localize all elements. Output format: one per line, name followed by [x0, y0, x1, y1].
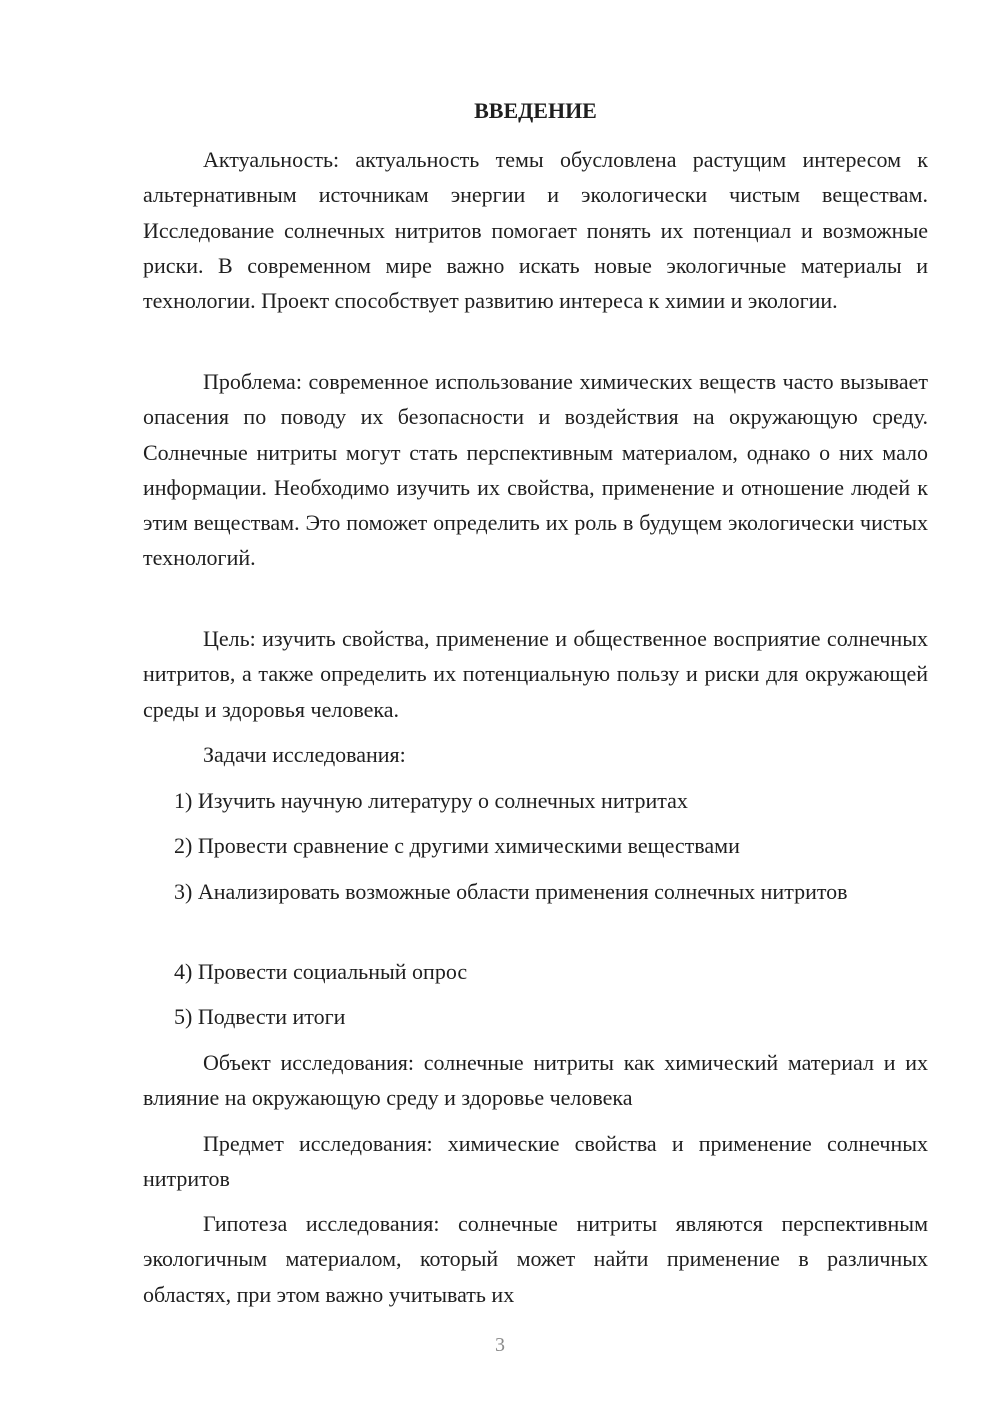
object-paragraph: Объект исследования: солнечные нитриты как химический материал и их влияние на окружающую среду и здоровье человека — [143, 1050, 928, 1111]
tasks-heading: Задачи исследования: — [203, 742, 406, 767]
subject-paragraph: Предмет исследования: химические свойства и применение солнечных нитритов — [143, 1131, 928, 1192]
relevance-paragraph: Актуальность: актуальность темы обусловлена растущим интересом к альтернативным источникам энергии и экологически чистым веществам. Исследование солнечных нитритов помогает понять их потенциал и возможные риски. В современном мире важно искать новые экологичные материалы и технологии. Проект способствует развитию интереса к химии и экологии. — [143, 147, 928, 314]
task-item-5: 5) Подвести итоги — [174, 1004, 346, 1029]
task-item-2: 2) Провести сравнение с другими химическими веществами — [174, 833, 740, 858]
problem-paragraph: Проблема: современное использование химических веществ часто вызывает опасения по поводу их безопасности и воздействия на окружающую среду. Солнечные нитриты могут стать перспективным материалом, однако о них мало информации. Необходимо изучить их свойства, применение и отношение людей к этим веществам. Это поможет определить их роль в будущем экологически чистых технологий. — [143, 369, 928, 571]
page-number: 3 — [495, 1334, 505, 1356]
goal-paragraph: Цель: изучить свойства, применение и общественное восприятие солнечных нитритов, а также определить их потенциальную пользу и риски для окружающей среды и здоровья человека. — [143, 626, 928, 722]
task-item-1: 1) Изучить научную литературу о солнечных нитритах — [174, 788, 688, 813]
page-title: ВВЕДЕНИЕ — [474, 98, 597, 123]
task-item-4: 4) Провести социальный опрос — [174, 959, 468, 984]
hypothesis-paragraph: Гипотеза исследования: солнечные нитриты являются перспективным экологичным материалом, который может найти применение в различных областях, при этом важно учитывать их — [143, 1211, 928, 1307]
task-item-3: 3) Анализировать возможные области применения солнечных нитритов — [174, 879, 848, 904]
